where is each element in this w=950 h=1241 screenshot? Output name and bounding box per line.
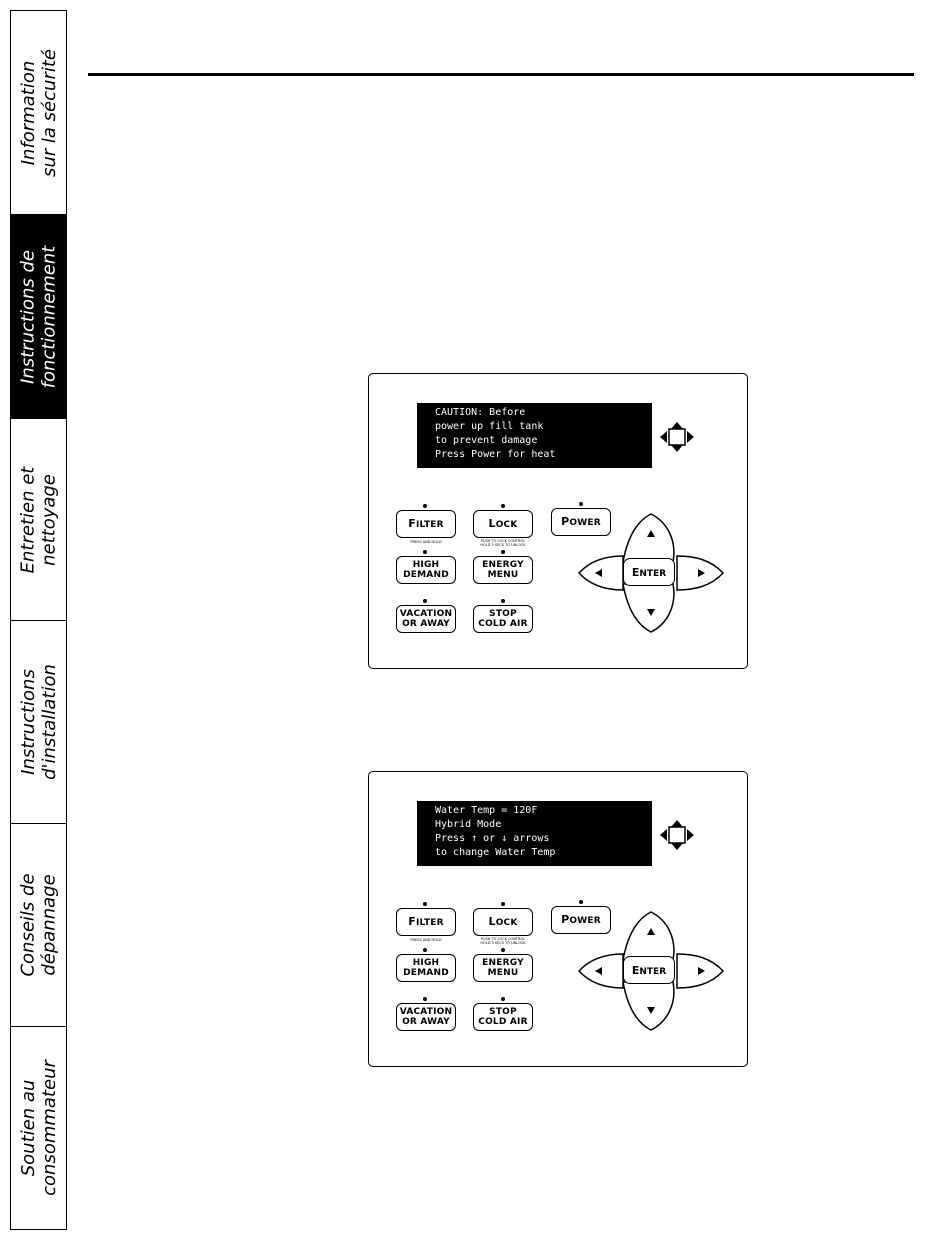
stop-cold-air-indicator-light: [501, 997, 505, 1001]
button-text: ENERGY: [482, 958, 524, 968]
enter-button[interactable]: [623, 956, 675, 984]
power-indicator-light: [579, 502, 583, 506]
four-way-arrows-icon: [658, 818, 696, 852]
button-text: DEMAND: [403, 570, 449, 580]
control-panel-1: [368, 373, 748, 669]
filter-indicator-light: [423, 902, 427, 906]
button-text: COLD AIR: [478, 619, 528, 629]
button-text: NTER: [639, 966, 667, 977]
up-arrow-button[interactable]: [623, 514, 674, 562]
button-text: OWER: [569, 517, 601, 528]
lcd-line: power up fill tank: [435, 421, 544, 432]
button-text: MENU: [487, 968, 519, 978]
tab-label-line2: fonctionnement: [38, 245, 60, 388]
high-demand-button[interactable]: [396, 954, 456, 982]
button-text: OR AWAY: [402, 1017, 450, 1027]
tab-label-line1: Soutien au: [17, 1079, 39, 1176]
tab-label-line1: Instructions: [17, 669, 39, 775]
lcd-display: [417, 801, 652, 866]
control-panel-2: [368, 771, 748, 1067]
button-text: HIGH: [412, 560, 440, 570]
header-rule: [88, 73, 914, 76]
section-tabs: [10, 10, 67, 1230]
tab-label-line2: sur la sécurité: [38, 48, 60, 177]
tab-label-line1: Instructions de: [17, 249, 39, 384]
button-text: HIGH: [412, 958, 440, 968]
high-demand-indicator-light: [423, 948, 427, 952]
lcd-line: CAUTION: Before: [435, 407, 526, 418]
lock-button[interactable]: [473, 510, 533, 538]
stop-cold-air-button[interactable]: [473, 605, 533, 633]
tab-operating-instructions[interactable]: [11, 215, 66, 419]
lcd-line: to change Water Temp: [435, 847, 556, 858]
filter-button[interactable]: [396, 510, 456, 538]
button-cap: L: [488, 914, 496, 928]
button-text: OWER: [569, 915, 601, 926]
energy-menu-indicator-light: [501, 948, 505, 952]
button-cap: L: [488, 516, 496, 530]
filter-button-hint: PRESS AND HOLD: [410, 938, 442, 942]
tab-label-line2: consommateur: [38, 1059, 60, 1196]
button-cap: P: [561, 912, 570, 926]
button-text: VACATION: [399, 1007, 453, 1017]
button-text: OR AWAY: [402, 619, 450, 629]
power-indicator-light: [579, 900, 583, 904]
button-text: OCK: [495, 519, 518, 530]
vacation-indicator-light: [423, 599, 427, 603]
button-text: ILTER: [415, 519, 444, 530]
high-demand-button[interactable]: [396, 556, 456, 584]
button-text: STOP: [489, 1007, 517, 1017]
lcd-line: Hybrid Mode: [435, 819, 502, 830]
tab-label-line2: dépannage: [38, 874, 60, 976]
button-text: VACATION: [399, 609, 453, 619]
tab-label-line1: Entretien et: [17, 466, 39, 573]
lcd-line: Press Power for heat: [435, 449, 556, 460]
tab-installation-instructions[interactable]: [11, 621, 66, 824]
button-cap: P: [561, 514, 570, 528]
button-text: ENERGY: [482, 560, 524, 570]
lcd-line: Water Temp = 120F: [435, 805, 538, 816]
filter-indicator-light: [423, 504, 427, 508]
tab-label-line1: Information: [17, 60, 39, 165]
button-text: OCK: [495, 917, 518, 928]
lock-button[interactable]: [473, 908, 533, 936]
button-cap: F: [408, 914, 416, 928]
button-text: MENU: [487, 570, 519, 580]
energy-menu-button[interactable]: [473, 556, 533, 584]
lock-indicator-light: [501, 504, 505, 508]
down-arrow-button[interactable]: [623, 982, 674, 1030]
tab-label-line2: d'installation: [38, 664, 60, 780]
tab-label-line1: Conseils de: [17, 873, 39, 977]
vacation-indicator-light: [423, 997, 427, 1001]
filter-button[interactable]: [396, 908, 456, 936]
tab-troubleshooting-tips[interactable]: [11, 824, 66, 1027]
tab-safety-information[interactable]: [11, 11, 66, 215]
filter-button-hint: PRESS AND HOLD: [410, 540, 442, 544]
button-text: DEMAND: [403, 968, 449, 978]
stop-cold-air-button[interactable]: [473, 1003, 533, 1031]
lock-button-hint: PUSH TO LOCK CONTROL: [480, 937, 526, 941]
button-text: STOP: [489, 609, 517, 619]
lock-button-hint: HOLD 3 SECS TO UNLOCK: [480, 543, 526, 547]
high-demand-indicator-light: [423, 550, 427, 554]
enter-button[interactable]: [623, 558, 675, 586]
button-cap: F: [408, 516, 416, 530]
lock-button-hint: HOLD 3 SECS TO UNLOCK: [480, 941, 526, 945]
energy-menu-button[interactable]: [473, 954, 533, 982]
button-cap: E: [631, 565, 640, 579]
lcd-line: Press ↑ or ↓ arrows: [435, 833, 550, 844]
button-text: ILTER: [415, 917, 444, 928]
stop-cold-air-indicator-light: [501, 599, 505, 603]
up-arrow-button[interactable]: [623, 912, 674, 960]
lcd-display: [417, 403, 652, 468]
vacation-button[interactable]: [396, 605, 456, 633]
tab-label-line2: nettoyage: [38, 473, 60, 566]
button-cap: E: [631, 963, 640, 977]
energy-menu-indicator-light: [501, 550, 505, 554]
button-text: COLD AIR: [478, 1017, 528, 1027]
tab-care-and-cleaning[interactable]: [11, 419, 66, 621]
four-way-arrows-icon: [658, 420, 696, 454]
vacation-button[interactable]: [396, 1003, 456, 1031]
lcd-line: to prevent damage: [435, 435, 538, 446]
lock-button-hint: PUSH TO LOCK CONTROL: [480, 539, 526, 543]
button-text: NTER: [639, 568, 667, 579]
tab-consumer-support[interactable]: [11, 1027, 66, 1228]
lock-indicator-light: [501, 902, 505, 906]
down-arrow-button[interactable]: [623, 584, 674, 632]
